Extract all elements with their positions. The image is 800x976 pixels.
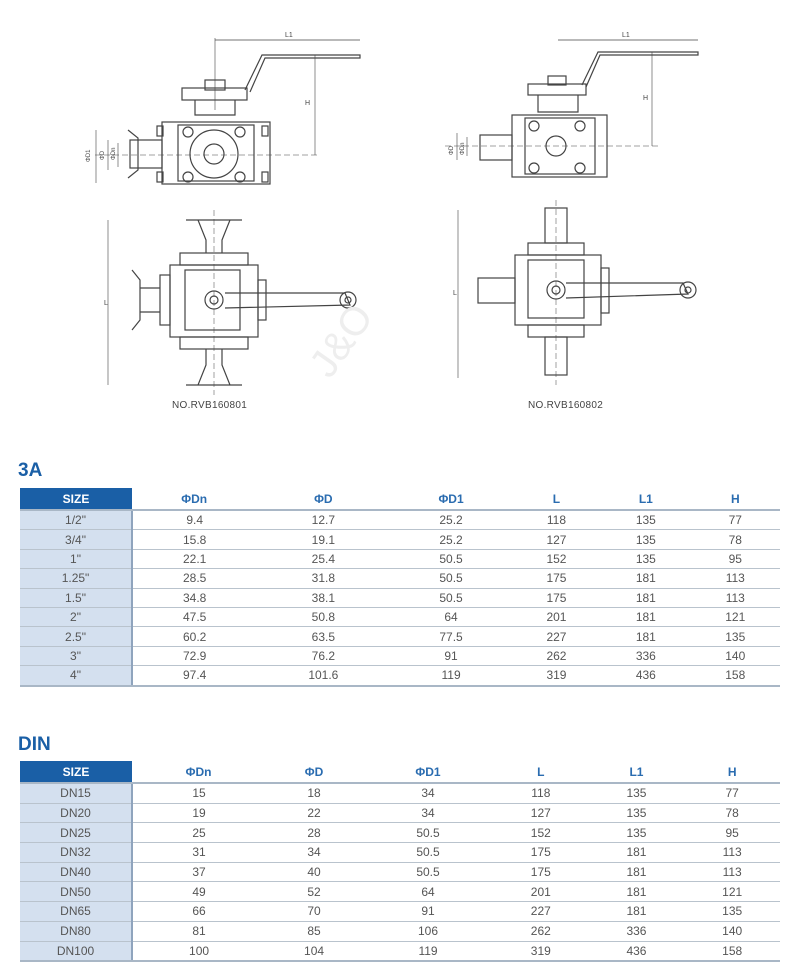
value-cell: 95 xyxy=(684,823,780,843)
value-cell: 50.5 xyxy=(390,588,511,607)
column-header: L1 xyxy=(589,761,685,783)
value-cell: 158 xyxy=(684,941,780,961)
value-cell: 140 xyxy=(691,646,780,665)
value-cell: 91 xyxy=(390,646,511,665)
size-cell: 3/4" xyxy=(20,530,132,549)
value-cell: 97.4 xyxy=(132,666,256,686)
value-cell: 95 xyxy=(691,549,780,568)
value-cell: 34 xyxy=(363,803,493,823)
value-cell: 63.5 xyxy=(256,627,390,646)
value-cell: 76.2 xyxy=(256,646,390,665)
dim-label-h: H xyxy=(643,95,649,102)
table-row xyxy=(20,921,780,941)
value-cell: 181 xyxy=(589,902,685,922)
value-cell: 175 xyxy=(493,843,589,863)
size-cell: DN15 xyxy=(20,783,132,803)
size-cell: DN100 xyxy=(20,941,132,961)
dim-label-l1: L1 xyxy=(285,32,293,39)
column-header: ΦD1 xyxy=(390,488,511,510)
value-cell: 135 xyxy=(589,803,685,823)
value-cell: 135 xyxy=(601,549,690,568)
dim-label-l: L xyxy=(104,300,108,307)
value-cell: 70 xyxy=(265,902,363,922)
value-cell: 77 xyxy=(691,510,780,530)
value-cell: 52 xyxy=(265,882,363,902)
value-cell: 49 xyxy=(132,882,265,902)
value-cell: 113 xyxy=(684,862,780,882)
value-cell: 25.4 xyxy=(256,549,390,568)
value-cell: 50.8 xyxy=(256,607,390,626)
value-cell: 37 xyxy=(132,862,265,882)
section-title-3a: 3A xyxy=(18,460,43,481)
value-cell: 19 xyxy=(132,803,265,823)
section-title-din: DIN xyxy=(18,734,51,755)
dim-label-h: H xyxy=(305,100,311,107)
value-cell: 77.5 xyxy=(390,627,511,646)
table-row xyxy=(20,607,780,626)
size-cell: 2.5" xyxy=(20,627,132,646)
value-cell: 50.5 xyxy=(390,549,511,568)
value-cell: 175 xyxy=(493,862,589,882)
dim-label-dn: ΦDn xyxy=(460,142,466,155)
value-cell: 25 xyxy=(132,823,265,843)
size-cell: DN65 xyxy=(20,902,132,922)
value-cell: 15.8 xyxy=(132,530,256,549)
column-header: ΦD xyxy=(265,761,363,783)
table-header-row xyxy=(20,488,780,510)
value-cell: 113 xyxy=(684,843,780,863)
value-cell: 201 xyxy=(512,607,601,626)
table-row xyxy=(20,862,780,882)
value-cell: 118 xyxy=(493,783,589,803)
table-row xyxy=(20,510,780,530)
value-cell: 28 xyxy=(265,823,363,843)
value-cell: 336 xyxy=(601,646,690,665)
value-cell: 31.8 xyxy=(256,569,390,588)
value-cell: 127 xyxy=(493,803,589,823)
value-cell: 181 xyxy=(601,588,690,607)
value-cell: 227 xyxy=(512,627,601,646)
size-cell: 1/2" xyxy=(20,510,132,530)
dim-label-l1: L1 xyxy=(622,32,630,39)
value-cell: 50.5 xyxy=(390,569,511,588)
size-cell: 2" xyxy=(20,607,132,626)
value-cell: 135 xyxy=(589,783,685,803)
value-cell: 181 xyxy=(589,882,685,902)
value-cell: 60.2 xyxy=(132,627,256,646)
value-cell: 181 xyxy=(589,843,685,863)
value-cell: 22 xyxy=(265,803,363,823)
table-row xyxy=(20,530,780,549)
size-cell: DN50 xyxy=(20,882,132,902)
value-cell: 135 xyxy=(601,510,690,530)
value-cell: 135 xyxy=(601,530,690,549)
value-cell: 101.6 xyxy=(256,666,390,686)
column-header: L1 xyxy=(601,488,690,510)
size-cell: DN40 xyxy=(20,862,132,882)
value-cell: 181 xyxy=(601,607,690,626)
size-cell: DN25 xyxy=(20,823,132,843)
value-cell: 85 xyxy=(265,921,363,941)
value-cell: 15 xyxy=(132,783,265,803)
value-cell: 25.2 xyxy=(390,530,511,549)
value-cell: 28.5 xyxy=(132,569,256,588)
drawing-1-front-view xyxy=(86,32,360,184)
value-cell: 22.1 xyxy=(132,549,256,568)
table-row xyxy=(20,882,780,902)
dim-label-d: ΦD xyxy=(100,150,106,160)
value-cell: 336 xyxy=(589,921,685,941)
value-cell: 227 xyxy=(493,902,589,922)
value-cell: 113 xyxy=(691,588,780,607)
table-row xyxy=(20,646,780,665)
value-cell: 319 xyxy=(512,666,601,686)
value-cell: 181 xyxy=(589,862,685,882)
size-cell: 1" xyxy=(20,549,132,568)
column-header: L xyxy=(493,761,589,783)
drawing-2-plan-view xyxy=(453,200,696,385)
value-cell: 119 xyxy=(390,666,511,686)
size-cell: 3" xyxy=(20,646,132,665)
value-cell: 152 xyxy=(493,823,589,843)
column-header: H xyxy=(684,761,780,783)
value-cell: 104 xyxy=(265,941,363,961)
dim-label-d: ΦD xyxy=(449,145,455,155)
value-cell: 50.5 xyxy=(363,823,493,843)
value-cell: 106 xyxy=(363,921,493,941)
table-row xyxy=(20,569,780,588)
spec-table-3a xyxy=(20,488,780,687)
table-row xyxy=(20,843,780,863)
dim-label-l: L xyxy=(453,290,457,297)
value-cell: 135 xyxy=(691,627,780,646)
value-cell: 119 xyxy=(363,941,493,961)
size-cell: DN80 xyxy=(20,921,132,941)
table-row xyxy=(20,549,780,568)
column-header: ΦDn xyxy=(132,761,265,783)
column-header: ΦD1 xyxy=(363,761,493,783)
value-cell: 436 xyxy=(589,941,685,961)
value-cell: 50.5 xyxy=(363,862,493,882)
value-cell: 78 xyxy=(684,803,780,823)
value-cell: 262 xyxy=(493,921,589,941)
value-cell: 38.1 xyxy=(256,588,390,607)
value-cell: 91 xyxy=(363,902,493,922)
size-cell: DN32 xyxy=(20,843,132,863)
drawing-2-front-view xyxy=(445,32,698,177)
value-cell: 72.9 xyxy=(132,646,256,665)
value-cell: 34 xyxy=(265,843,363,863)
value-cell: 127 xyxy=(512,530,601,549)
value-cell: 12.7 xyxy=(256,510,390,530)
value-cell: 152 xyxy=(512,549,601,568)
value-cell: 64 xyxy=(390,607,511,626)
value-cell: 9.4 xyxy=(132,510,256,530)
value-cell: 158 xyxy=(691,666,780,686)
column-header: SIZE xyxy=(20,761,132,783)
value-cell: 201 xyxy=(493,882,589,902)
value-cell: 121 xyxy=(684,882,780,902)
value-cell: 135 xyxy=(684,902,780,922)
table-row xyxy=(20,941,780,961)
value-cell: 25.2 xyxy=(390,510,511,530)
value-cell: 34 xyxy=(363,783,493,803)
table-row xyxy=(20,902,780,922)
column-header: SIZE xyxy=(20,488,132,510)
value-cell: 40 xyxy=(265,862,363,882)
value-cell: 31 xyxy=(132,843,265,863)
size-cell: 1.5" xyxy=(20,588,132,607)
table-header-row xyxy=(20,761,780,783)
size-cell: DN20 xyxy=(20,803,132,823)
size-cell: 1.25" xyxy=(20,569,132,588)
value-cell: 64 xyxy=(363,882,493,902)
table-row xyxy=(20,803,780,823)
watermark: J&O xyxy=(301,296,382,386)
size-cell: 4" xyxy=(20,666,132,686)
value-cell: 50.5 xyxy=(363,843,493,863)
table-row xyxy=(20,823,780,843)
value-cell: 262 xyxy=(512,646,601,665)
column-header: ΦD xyxy=(256,488,390,510)
column-header: ΦDn xyxy=(132,488,256,510)
value-cell: 18 xyxy=(265,783,363,803)
value-cell: 78 xyxy=(691,530,780,549)
value-cell: 319 xyxy=(493,941,589,961)
value-cell: 77 xyxy=(684,783,780,803)
table-row xyxy=(20,783,780,803)
value-cell: 181 xyxy=(601,569,690,588)
value-cell: 140 xyxy=(684,921,780,941)
value-cell: 175 xyxy=(512,569,601,588)
drawing-1-caption: NO.RVB160801 xyxy=(172,400,248,411)
column-header: H xyxy=(691,488,780,510)
value-cell: 100 xyxy=(132,941,265,961)
valve-drawings xyxy=(0,0,800,430)
table-row xyxy=(20,588,780,607)
dim-label-d1: ΦD1 xyxy=(86,149,92,162)
value-cell: 66 xyxy=(132,902,265,922)
value-cell: 34.8 xyxy=(132,588,256,607)
value-cell: 121 xyxy=(691,607,780,626)
table-row xyxy=(20,627,780,646)
table-row xyxy=(20,666,780,686)
dim-label-dn: ΦDn xyxy=(111,147,117,160)
value-cell: 436 xyxy=(601,666,690,686)
value-cell: 175 xyxy=(512,588,601,607)
column-header: L xyxy=(512,488,601,510)
spec-table-din xyxy=(20,761,780,962)
value-cell: 181 xyxy=(601,627,690,646)
drawing-2-caption: NO.RVB160802 xyxy=(528,400,604,411)
value-cell: 118 xyxy=(512,510,601,530)
value-cell: 47.5 xyxy=(132,607,256,626)
value-cell: 19.1 xyxy=(256,530,390,549)
value-cell: 113 xyxy=(691,569,780,588)
value-cell: 135 xyxy=(589,823,685,843)
value-cell: 81 xyxy=(132,921,265,941)
